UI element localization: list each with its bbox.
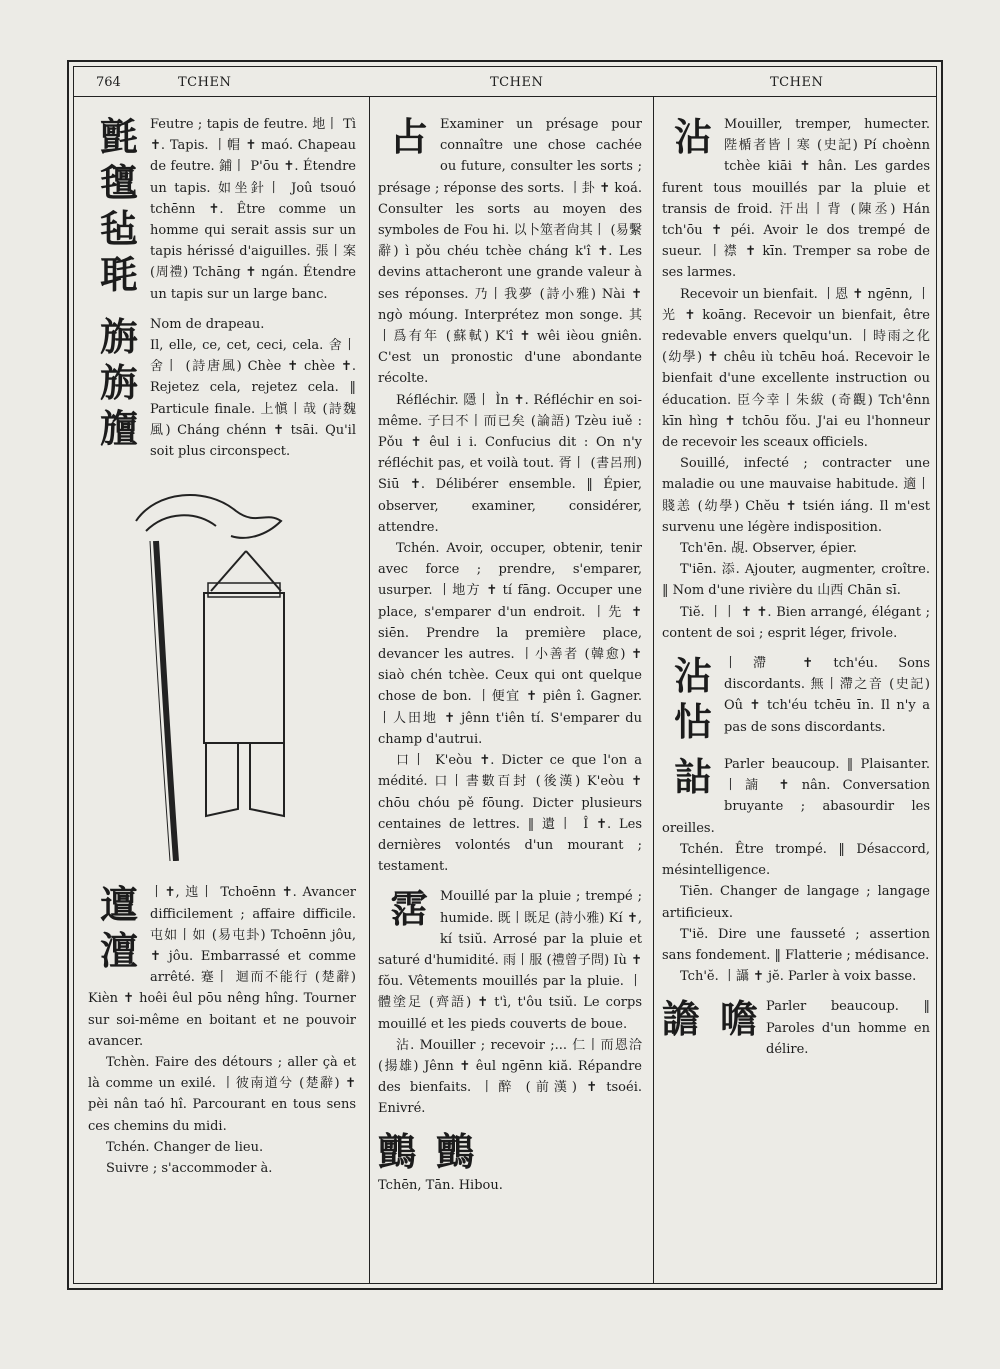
entry-text: 丨滯 ✝ tch'éu. Sons discordants. 無丨滯之音 (史記) Oû ✝ tch'éu tchēu īn. Il n'y a pas de sons discordants. [724,656,930,735]
head-character: 氊 [99,161,138,205]
head-character: 占 [389,115,428,159]
head-character: 邅 [99,883,138,928]
head-character: 霑 [389,887,428,932]
entry-chan-owl [378,1129,642,1196]
entry-chan-divine [378,114,642,877]
column-3 [662,114,930,1069]
page-number: 764 [96,75,121,90]
head-character: 沾 [673,654,712,699]
entry-text: T'iēn. 添. Ajouter, augmenter, croître. ‖ Nom d'une rivière du 山西 Chān sī. [662,562,930,599]
banner-illustration [116,481,326,861]
head-character: 澶 [99,929,138,974]
head-characters [378,886,440,932]
head-character: 旜 [99,406,138,451]
head-characters [378,114,440,160]
entry-text: Feutre ; tapis de feutre. 地丨 Tì ✝. Tapis. 丨帽 ✝ maó. Chapeau de feutre. 鋪丨 P'ōu ✝. Étendre un tapis. 如坐針丨 Joû tsouó tchēnn ✝. Être comme un homme qui serait assis sur un tapis hérissé d'aiguilles. 張丨案 (周禮) Tchāng ✝ ngán. Étendre un tapis sur un large banc. [150,117,356,302]
entry-chan-moisten [662,114,930,644]
entry-chan-felt [88,114,356,305]
entry-text: Tchén. Être trompé. ‖ Désaccord, mésintelligence. [662,841,930,879]
column-rule-1 [369,97,370,1284]
entry-text: Tchén. Changer de lieu. [106,1139,264,1155]
entry-chan-advance [88,882,356,1179]
entry-text: Parler beaucoup. ‖ Plaisanter. 丨諵 ✝ nân. Conversation bruyante ; abasourdir les oreilles. [662,757,930,836]
entry-text: Tchén. Avoir, occuper, obtenir, tenir avec force ; prendre, s'emparer, usurper. 丨地方 ✝ tí fāng. Occuper une place, s'emparer d'un endroit. 丨先 ✝ siēn. Prendre la première place, devancer les autres. 丨小善者 (韓愈) ✝ siaò chén tchèe. Ceux qui ont quelque chose de bon. 丨便宜 ✝ piên î. Gagner. 丨人田地 ✝ jênn t'iên tí. S'emparer du champ d'autrui. [378,541,642,747]
head-character: 毦 [99,253,138,297]
head-character: 鸇 [378,1129,417,1174]
head-character: 毡 [99,207,138,251]
entry-chan-discord [662,653,930,745]
column-2 [378,114,642,1205]
entry-text: Suivre ; s'accommoder à. [106,1161,273,1177]
entry-text: Tchēn, Tān. Hibou. [378,1177,503,1193]
head-character: 旃 [99,360,138,405]
running-head-left: TCHEN [178,75,232,90]
entry-chan-talk [662,754,930,987]
column-1 [88,114,356,1188]
entry-text: Réfléchir. 隱丨 Ìn ✝. Réfléchir en soi-même. 子曰不丨而已矣 (論語) Tzèu iuě : Pǒu ✝ êul i i. Confucius dit : On n'y réfléchit pas, et voilà tout. 胥丨 (書呂刑) Siū ✝. Délibérer ensemble. ‖ Épier, observer, examiner, considérer, attendre. [378,392,642,535]
entry-text: Nom de drapeau. [150,316,265,332]
head-character: 鸇 [436,1129,475,1174]
head-characters [378,1129,642,1175]
entry-text: Tch'ēn. 覘. Observer, épier. [680,541,857,557]
head-characters [88,314,150,452]
entry-text: Tch'ĕ. 丨讘 ✝ jĕ. Parler à voix basse. [680,969,917,985]
column-rule-2 [653,97,654,1284]
entry-chan-delirium [662,996,930,1060]
header-rule [73,96,937,97]
entry-text: Mouiller, tremper, humecter. 陛楯者皆丨寒 (史記) Pí choènn tchèe kiāi ✝ hân. Les gardes furent tous mouillés par la pluie et transis de froid. 汗出丨背 (陳丞) Hán tch'ōu ✝ péi. Avoir le dos trempé de sueur. 丨襟 ✝ kīn. Tremper sa robe de ses larmes. [662,117,930,281]
entry-text: Tchèn. Faire des détours ; aller çà et là comme un exilé. 丨彼南道兮 (楚辭) ✝ pèi nân taó hî. Parcourant en tous sens ces chemins du midi. [88,1055,356,1134]
head-character: 噡 [720,997,759,1042]
head-characters [88,882,150,974]
head-character: 詀 [673,755,712,800]
head-character: 譫 [662,997,701,1042]
head-character: 怗 [673,700,712,745]
entry-text: Tiĕ. 丨丨 ✝ ✝. Bien arrangé, élégant ; content de soi ; esprit léger, frivole. [662,604,930,641]
entry-text: Il, elle, ce, cet, ceci, cela. 舍丨舍丨 (詩唐風) Chèe ✝ chèe ✝. Rejetez cela, rejetez cela. ‖ Particule finale. 上愼丨哉 (詩魏風) Cháng chénn ✝ tsāi. Qu'il soit plus circonspect. [150,338,356,460]
entry-text: Tiēn. Changer de langage ; langage artificieux. [662,884,930,921]
running-head-right: TCHEN [770,75,824,90]
head-characters [88,114,150,298]
entry-text: Examiner un présage pour connaître une chose cachée ou future, consulter les sorts ; présage ; réponse des sorts. 丨卦 ✝ koá. Consulter les sorts au moyen des symboles de Fou hi. 以卜筮者尙其丨 (易繫辭) ì pǒu chéu tchèe cháng k'î ✝. Les devins attacheront une grande valeur à ses réponses. 乃丨我夢 (詩小雅) Nài ✝ ngò móung. Interprétez mon songe. 其丨爲有年 (蘇軾) K'î ✝ wêi ièou gniên. C'est un pronostic d'une abondante récolte. [378,117,642,387]
head-character: 沾 [673,115,712,159]
head-character: 氈 [99,115,138,159]
entry-text: 丨✝, 迍丨 Tchoēnn ✝. Avancer difficilement ; affaire difficile. 屯如丨如 (易屯卦) Tchoēnn jôu, ✝ jôu. Embarrassé et comme arrêté. 蹇丨 迴而不能行 (楚辭) Kièn ✝ hoêi êul pōu nêng hîng. Tourner sur soi-même en boitant et ne pouvoir avancer. [88,885,356,1049]
head-characters [662,653,724,745]
head-characters [662,754,724,800]
head-characters [662,114,724,160]
entry-text: Parler beaucoup. ‖ Paroles d'un homme en délire. [766,999,930,1057]
entry-text: T'iĕ. Dire une fausseté ; assertion sans fondement. ‖ Flatterie ; médisance. [662,926,930,963]
entry-text: 口丨 K'eòu ✝. Dicter ce que l'on a médité. 口丨書數百封 (後漢) K'eòu ✝ chōu chóu pě fōung. Dicter plusieurs centaines de lettres. ‖ 遺丨 Î ✝. Les dernières volontés d'un mourant ; testament. [378,753,642,875]
head-character: 旃 [99,314,138,359]
entry-text: Mouillé par la pluie ; trempé ; humide. 既丨既足 (詩小雅) Kí ✝, kí tsiŭ. Arrosé par la pluie et saturé d'humidité. 雨丨服 (禮曾子問) Iù ✝ fŏu. Vêtements mouillés par la pluie. 丨體塗足 (齊語) ✝ t'ì, t'ôu tsiŭ. Le corps mouillé et les pieds couverts de boue. [378,889,642,1032]
entry-text: Recevoir un bienfait. 丨恩 ✝ ngēnn, 丨光 ✝ koāng. Recevoir un bienfait, être redevable envers quelqu'un. 丨時雨之化 (幼學) ✝ chêu iù tchēu hoá. Recevoir le bienfait d'une excellente instruction ou éducation. 臣今幸丨朱紱 (奇觀) Tch'ênn kīn hìng ✝ tchōu fǒu. J'ai eu l'honneur de recevoir les sceaux officiels. [662,286,930,451]
running-head-center: TCHEN [490,75,544,90]
head-characters [662,996,758,1042]
entry-chan-banner [88,314,356,462]
entry-text: Souillé, infecté ; contracter une maladie ou une mauvaise habitude. 適丨賤恙 (幼學) Chĕu ✝ tsién iáng. Il m'est survenu une légère indisposition. [662,456,930,535]
entry-text: 沾. Mouiller ; recevoir ;... 仁丨而恩洽 (揚雄) Jênn ✝ êul ngēnn kiă. Répandre des bienfaits. 丨醉 (前漢) ✝ tsoéi. Enivré. [378,1037,642,1117]
entry-chan-wet [378,886,642,1119]
